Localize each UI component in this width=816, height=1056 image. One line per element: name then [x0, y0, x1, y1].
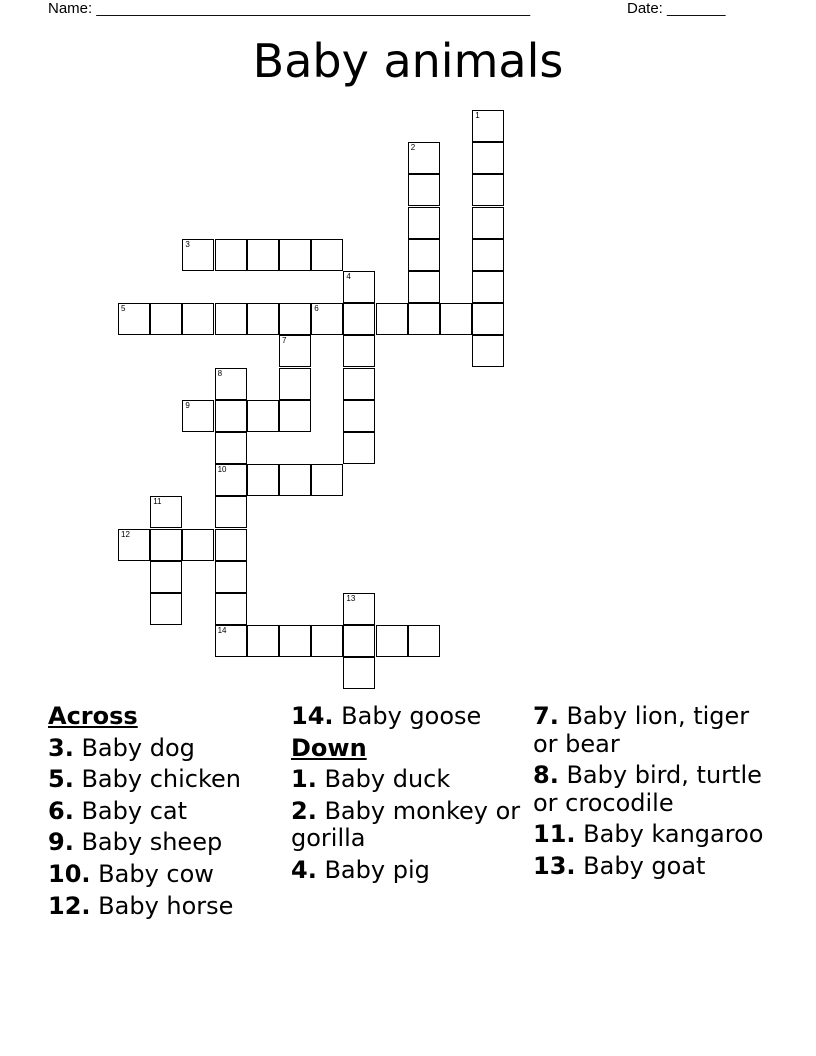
crossword-cell[interactable]	[311, 303, 343, 335]
crossword-cell[interactable]	[215, 368, 247, 400]
crossword-cell[interactable]	[279, 239, 311, 271]
crossword-cell[interactable]	[215, 432, 247, 464]
crossword-cell[interactable]	[408, 207, 440, 239]
clue-across-14: 14. Baby goose	[291, 702, 482, 730]
crossword-cell[interactable]	[215, 303, 247, 335]
clue-number: 5	[121, 304, 126, 314]
clue-number: 13	[346, 594, 356, 603]
clue-number: 3	[185, 239, 190, 249]
clue-down-1: 1. Baby duck	[291, 765, 451, 794]
clue-down-4: 4. Baby pig	[291, 855, 430, 884]
clue-number: 12	[121, 529, 130, 539]
clue-number: 1	[475, 111, 480, 120]
date-field-label: Date: _______	[627, 0, 726, 17]
clue-number: 9	[185, 400, 190, 410]
clue-number: 2	[410, 143, 416, 153]
crossword-cell[interactable]	[150, 303, 182, 335]
clue-number: 14	[217, 626, 227, 636]
crossword-cell[interactable]	[279, 625, 311, 657]
crossword-cell[interactable]	[472, 271, 504, 303]
crossword-cell[interactable]	[182, 239, 214, 271]
crossword-cell[interactable]	[311, 239, 343, 271]
crossword-cell[interactable]	[472, 142, 504, 174]
crossword-cell[interactable]	[215, 239, 247, 271]
crossword-cell[interactable]	[343, 271, 375, 303]
crossword-cell[interactable]	[343, 625, 375, 657]
crossword-cell[interactable]	[408, 625, 440, 657]
crossword-cell[interactable]	[343, 400, 375, 432]
clue-number: 10	[217, 465, 227, 475]
clues-column-2	[291, 703, 526, 889]
clue-number: 8	[217, 368, 223, 378]
crossword-cell[interactable]	[150, 593, 182, 625]
crossword-cell[interactable]	[215, 464, 247, 496]
crossword-cell[interactable]	[182, 400, 214, 432]
name-field-label: Name: ____________________________________________________	[48, 0, 531, 17]
crossword-cell[interactable]	[472, 110, 504, 142]
crossword-cell[interactable]	[343, 368, 375, 400]
page-title: Baby animals	[252, 34, 564, 88]
crossword-cell[interactable]	[311, 464, 343, 496]
crossword-cell[interactable]	[408, 303, 440, 335]
crossword-cell[interactable]	[408, 239, 440, 271]
clue-across-6: 6. Baby cat	[48, 796, 188, 825]
crossword-cell[interactable]	[118, 529, 150, 561]
crossword-cell[interactable]	[472, 239, 504, 271]
crossword-cell[interactable]	[343, 593, 375, 625]
crossword-cell[interactable]	[408, 142, 440, 174]
crossword-cell[interactable]	[247, 625, 279, 657]
crossword-cell[interactable]	[215, 561, 247, 593]
clue-number: 11	[153, 497, 162, 507]
crossword-cell[interactable]	[247, 464, 279, 496]
crossword-cell[interactable]	[343, 335, 375, 367]
crossword-cell[interactable]	[279, 368, 311, 400]
crossword-cell[interactable]	[150, 561, 182, 593]
clue-down-13: 13. Baby goat	[533, 851, 706, 880]
crossword-cell[interactable]	[215, 593, 247, 625]
clues-column-1	[48, 703, 288, 924]
clue-across-10: 10. Baby cow	[48, 859, 214, 888]
crossword-cell[interactable]	[343, 303, 375, 335]
clue-number: 6	[314, 304, 319, 314]
crossword-cell[interactable]	[376, 625, 408, 657]
crossword-cell[interactable]	[118, 303, 150, 335]
down-heading: Down	[291, 733, 367, 762]
clues-column-3	[533, 703, 773, 885]
crossword-cell[interactable]	[279, 335, 311, 367]
crossword-cell[interactable]	[150, 529, 182, 561]
crossword-cell[interactable]	[279, 464, 311, 496]
crossword-cell[interactable]	[343, 432, 375, 464]
crossword-cell[interactable]	[215, 496, 247, 528]
crossword-cell[interactable]	[408, 271, 440, 303]
clue-number: 4	[346, 272, 351, 281]
crossword-cell[interactable]	[182, 529, 214, 561]
clue-down-8: 8. Baby bird, turtle or crocodile	[533, 761, 762, 817]
crossword-cell[interactable]	[247, 303, 279, 335]
crossword-cell[interactable]	[311, 625, 343, 657]
crossword-cell[interactable]	[472, 207, 504, 239]
crossword-cell[interactable]	[376, 303, 408, 335]
crossword-cell[interactable]	[215, 529, 247, 561]
clue-across-9: 9. Baby sheep	[48, 828, 223, 857]
clue-across-12: 12. Baby horse	[48, 891, 234, 920]
clue-across-5: 5. Baby chicken	[48, 765, 241, 794]
crossword-cell[interactable]	[182, 303, 214, 335]
crossword-cell[interactable]	[215, 625, 247, 657]
clue-number: 7	[282, 336, 287, 346]
clue-down-11: 11. Baby kangaroo	[533, 820, 764, 849]
crossword-cell[interactable]	[247, 400, 279, 432]
crossword-cell[interactable]	[150, 496, 182, 528]
crossword-cell[interactable]	[472, 174, 504, 206]
across-heading: Across	[48, 702, 138, 730]
crossword-cell[interactable]	[343, 657, 375, 689]
crossword-cell[interactable]	[215, 400, 247, 432]
crossword-cell[interactable]	[440, 303, 472, 335]
crossword-cell[interactable]	[279, 303, 311, 335]
clue-down-7: 7. Baby lion, tiger or bear	[533, 702, 750, 758]
crossword-cell[interactable]	[472, 303, 504, 335]
crossword-cell[interactable]	[408, 174, 440, 206]
crossword-cell[interactable]	[472, 335, 504, 367]
crossword-cell[interactable]	[247, 239, 279, 271]
crossword-cell[interactable]	[279, 400, 311, 432]
clue-down-2: 2. Baby monkey or gorilla	[291, 796, 521, 853]
clue-across-3: 3. Baby dog	[48, 733, 195, 762]
